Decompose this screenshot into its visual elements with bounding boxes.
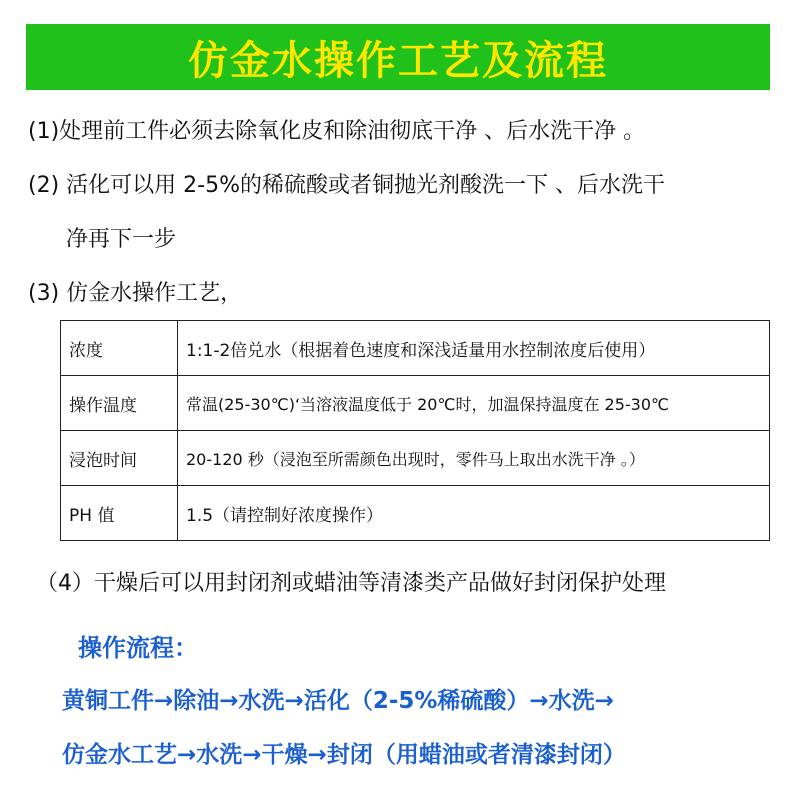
table-row [61, 376, 770, 431]
table-row [61, 431, 770, 486]
page-title: 仿金水操作工艺及流程 [188, 37, 608, 84]
row-value-ph: 1.5（请控制好浓度操作） [178, 486, 770, 541]
row-value-temperature: 常温(25-30℃)‘当溶液温度低于 20℃时，加温保持温度在 25-30℃ [178, 376, 770, 431]
step-3: (3) 仿金水操作工艺， [28, 281, 243, 306]
row-label-concentration: 浓度 [61, 321, 178, 376]
title-banner [26, 24, 770, 90]
table-row [61, 321, 770, 376]
row-value-concentration: 1:1-2倍兑水（根据着色速度和深浅适量用水控制浓度后使用） [178, 321, 770, 376]
row-value-soak-time: 20-120 秒（浸泡至所需颜色出现时，零件马上取出水洗干净 。） [178, 431, 770, 486]
row-label-temperature: 操作温度 [61, 376, 178, 431]
step-2-line-1: (2) 活化可以用 2-5%的稀硫酸或者铜抛光剂酸洗一下 、后水洗干 [28, 173, 665, 198]
row-label-ph: PH 值 [61, 486, 178, 541]
step-4: （4）干燥后可以用封闭剂或蜡油等清漆类产品做好封闭保护处理 [36, 571, 666, 596]
row-label-soak-time: 浸泡时间 [61, 431, 178, 486]
flow-line-2: 仿金水工艺→水洗→干燥→封闭（用蜡油或者清漆封闭） [62, 742, 626, 768]
step-1: (1)处理前工件必须去除氧化皮和除油彻底干净 、后水洗干净 。 [28, 119, 646, 144]
flow-heading: 操作流程： [78, 634, 198, 662]
table-row [61, 486, 770, 541]
step-2-line-2: 净再下一步 [66, 227, 177, 252]
parameters-table [60, 320, 770, 541]
flow-line-1: 黄铜工件→除油→水洗→活化（2-5%稀硫酸）→水洗→ [62, 688, 614, 714]
